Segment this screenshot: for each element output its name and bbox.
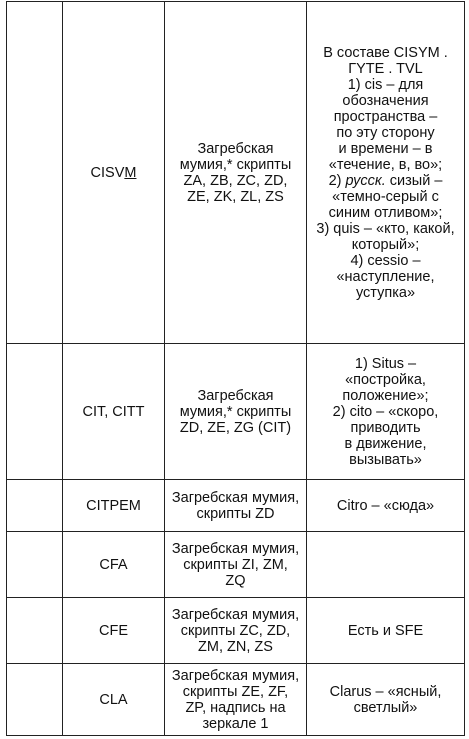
source-line: скрипты ZD: [196, 505, 275, 522]
meaning-cell: [307, 532, 465, 598]
meaning-cell: [307, 344, 465, 480]
meaning-line: «течение, в, во»;: [328, 156, 443, 173]
source-line: скрипты ZE, ZF,: [182, 683, 289, 700]
source-cell: [165, 532, 307, 598]
meaning-line: и времени – в: [338, 140, 433, 157]
term-cell: [63, 664, 165, 736]
source-line: Загребская мумия,: [171, 667, 300, 684]
row-empty-cell: [7, 598, 63, 664]
meaning-line: по эту сторону: [336, 124, 435, 141]
meaning-line: в движение,: [344, 435, 427, 452]
table-row: [7, 598, 465, 664]
source-line: ZA, ZB, ZC, ZD,: [183, 172, 288, 189]
meaning-line: 4) cessio –: [350, 252, 421, 269]
meaning-line: 2) cito – «скоро,: [332, 403, 439, 420]
term-text: CFA: [99, 556, 128, 573]
meaning-line: 1) Situs –: [354, 355, 417, 372]
term-text: CISVM: [90, 164, 137, 181]
meaning-cell: [307, 598, 465, 664]
table-row: [7, 532, 465, 598]
meaning-line: синим отливом»;: [328, 204, 443, 221]
source-line: ZE, ZK, ZL, ZS: [187, 188, 284, 205]
meaning-line: обозначения: [342, 92, 429, 109]
meaning-line: В составе CISYM .: [323, 44, 448, 61]
source-cell: [165, 344, 307, 480]
term-cell: [63, 598, 165, 664]
row-empty-cell: [7, 532, 63, 598]
meaning-cell: [307, 2, 465, 344]
meaning-line: 1) cis – для: [347, 76, 424, 93]
table-row: [7, 2, 465, 344]
source-line: ZQ: [225, 572, 246, 589]
meaning-line: ГYTE . TVL: [348, 60, 423, 77]
term-text: CITPEM: [86, 497, 141, 514]
meaning-line: 3) quis – «кто, какой,: [316, 220, 455, 237]
source-line: скрипты ZC, ZD,: [180, 622, 291, 639]
source-cell: [165, 2, 307, 344]
term-cell: [63, 344, 165, 480]
source-cell: [165, 598, 307, 664]
meaning-line: положение»;: [342, 387, 429, 404]
meaning-line: 2) русск. сизый –: [328, 172, 443, 189]
term-cell: [63, 2, 165, 344]
term-text: CIT, CITT: [82, 403, 145, 420]
meaning-line: приводить: [350, 419, 421, 436]
term-cell: [63, 532, 165, 598]
meaning-line: Citro – «сюда»: [336, 497, 435, 514]
source-line: Загребская мумия,: [171, 489, 300, 506]
source-line: ZD, ZE, ZG (CIT): [179, 419, 292, 436]
table-row: [7, 344, 465, 480]
row-empty-cell: [7, 664, 63, 736]
meaning-line: «темно-серый с: [332, 188, 439, 205]
source-line: ZP, надпись на: [185, 699, 286, 716]
meaning-line: вызывать»: [349, 451, 422, 468]
meaning-cell: [307, 480, 465, 532]
source-line: ZM, ZN, ZS: [198, 638, 273, 655]
table-row: [7, 480, 465, 532]
meaning-line: «наступление,: [336, 268, 435, 285]
term-cell: [63, 480, 165, 532]
meaning-line: «постройка,: [345, 371, 426, 388]
row-empty-cell: [7, 2, 63, 344]
meaning-line: который»;: [351, 236, 420, 253]
source-line: Загребская: [197, 387, 274, 404]
source-line: скрипты ZI, ZM,: [183, 556, 288, 573]
source-cell: [165, 664, 307, 736]
row-empty-cell: [7, 344, 63, 480]
source-line: мумия,* скрипты: [179, 156, 292, 173]
term-text: CLA: [99, 691, 128, 708]
meaning-line: пространства –: [333, 108, 438, 125]
meaning-line: Clarus – «ясный,: [329, 683, 442, 700]
source-line: Загребская мумия,: [171, 540, 300, 557]
term-text: CFE: [99, 622, 128, 639]
row-empty-cell: [7, 480, 63, 532]
source-line: Загребская мумия,: [171, 606, 300, 623]
source-line: зеркале 1: [202, 715, 269, 732]
source-line: мумия,* скрипты: [179, 403, 292, 420]
source-cell: [165, 480, 307, 532]
meaning-line: светлый»: [353, 699, 418, 716]
meaning-cell: [307, 664, 465, 736]
source-line: Загребская: [197, 140, 274, 157]
glossary-table: [6, 1, 465, 736]
table-row: [7, 664, 465, 736]
meaning-line: уступка»: [355, 284, 416, 301]
meaning-line: Есть и SFE: [347, 622, 424, 639]
